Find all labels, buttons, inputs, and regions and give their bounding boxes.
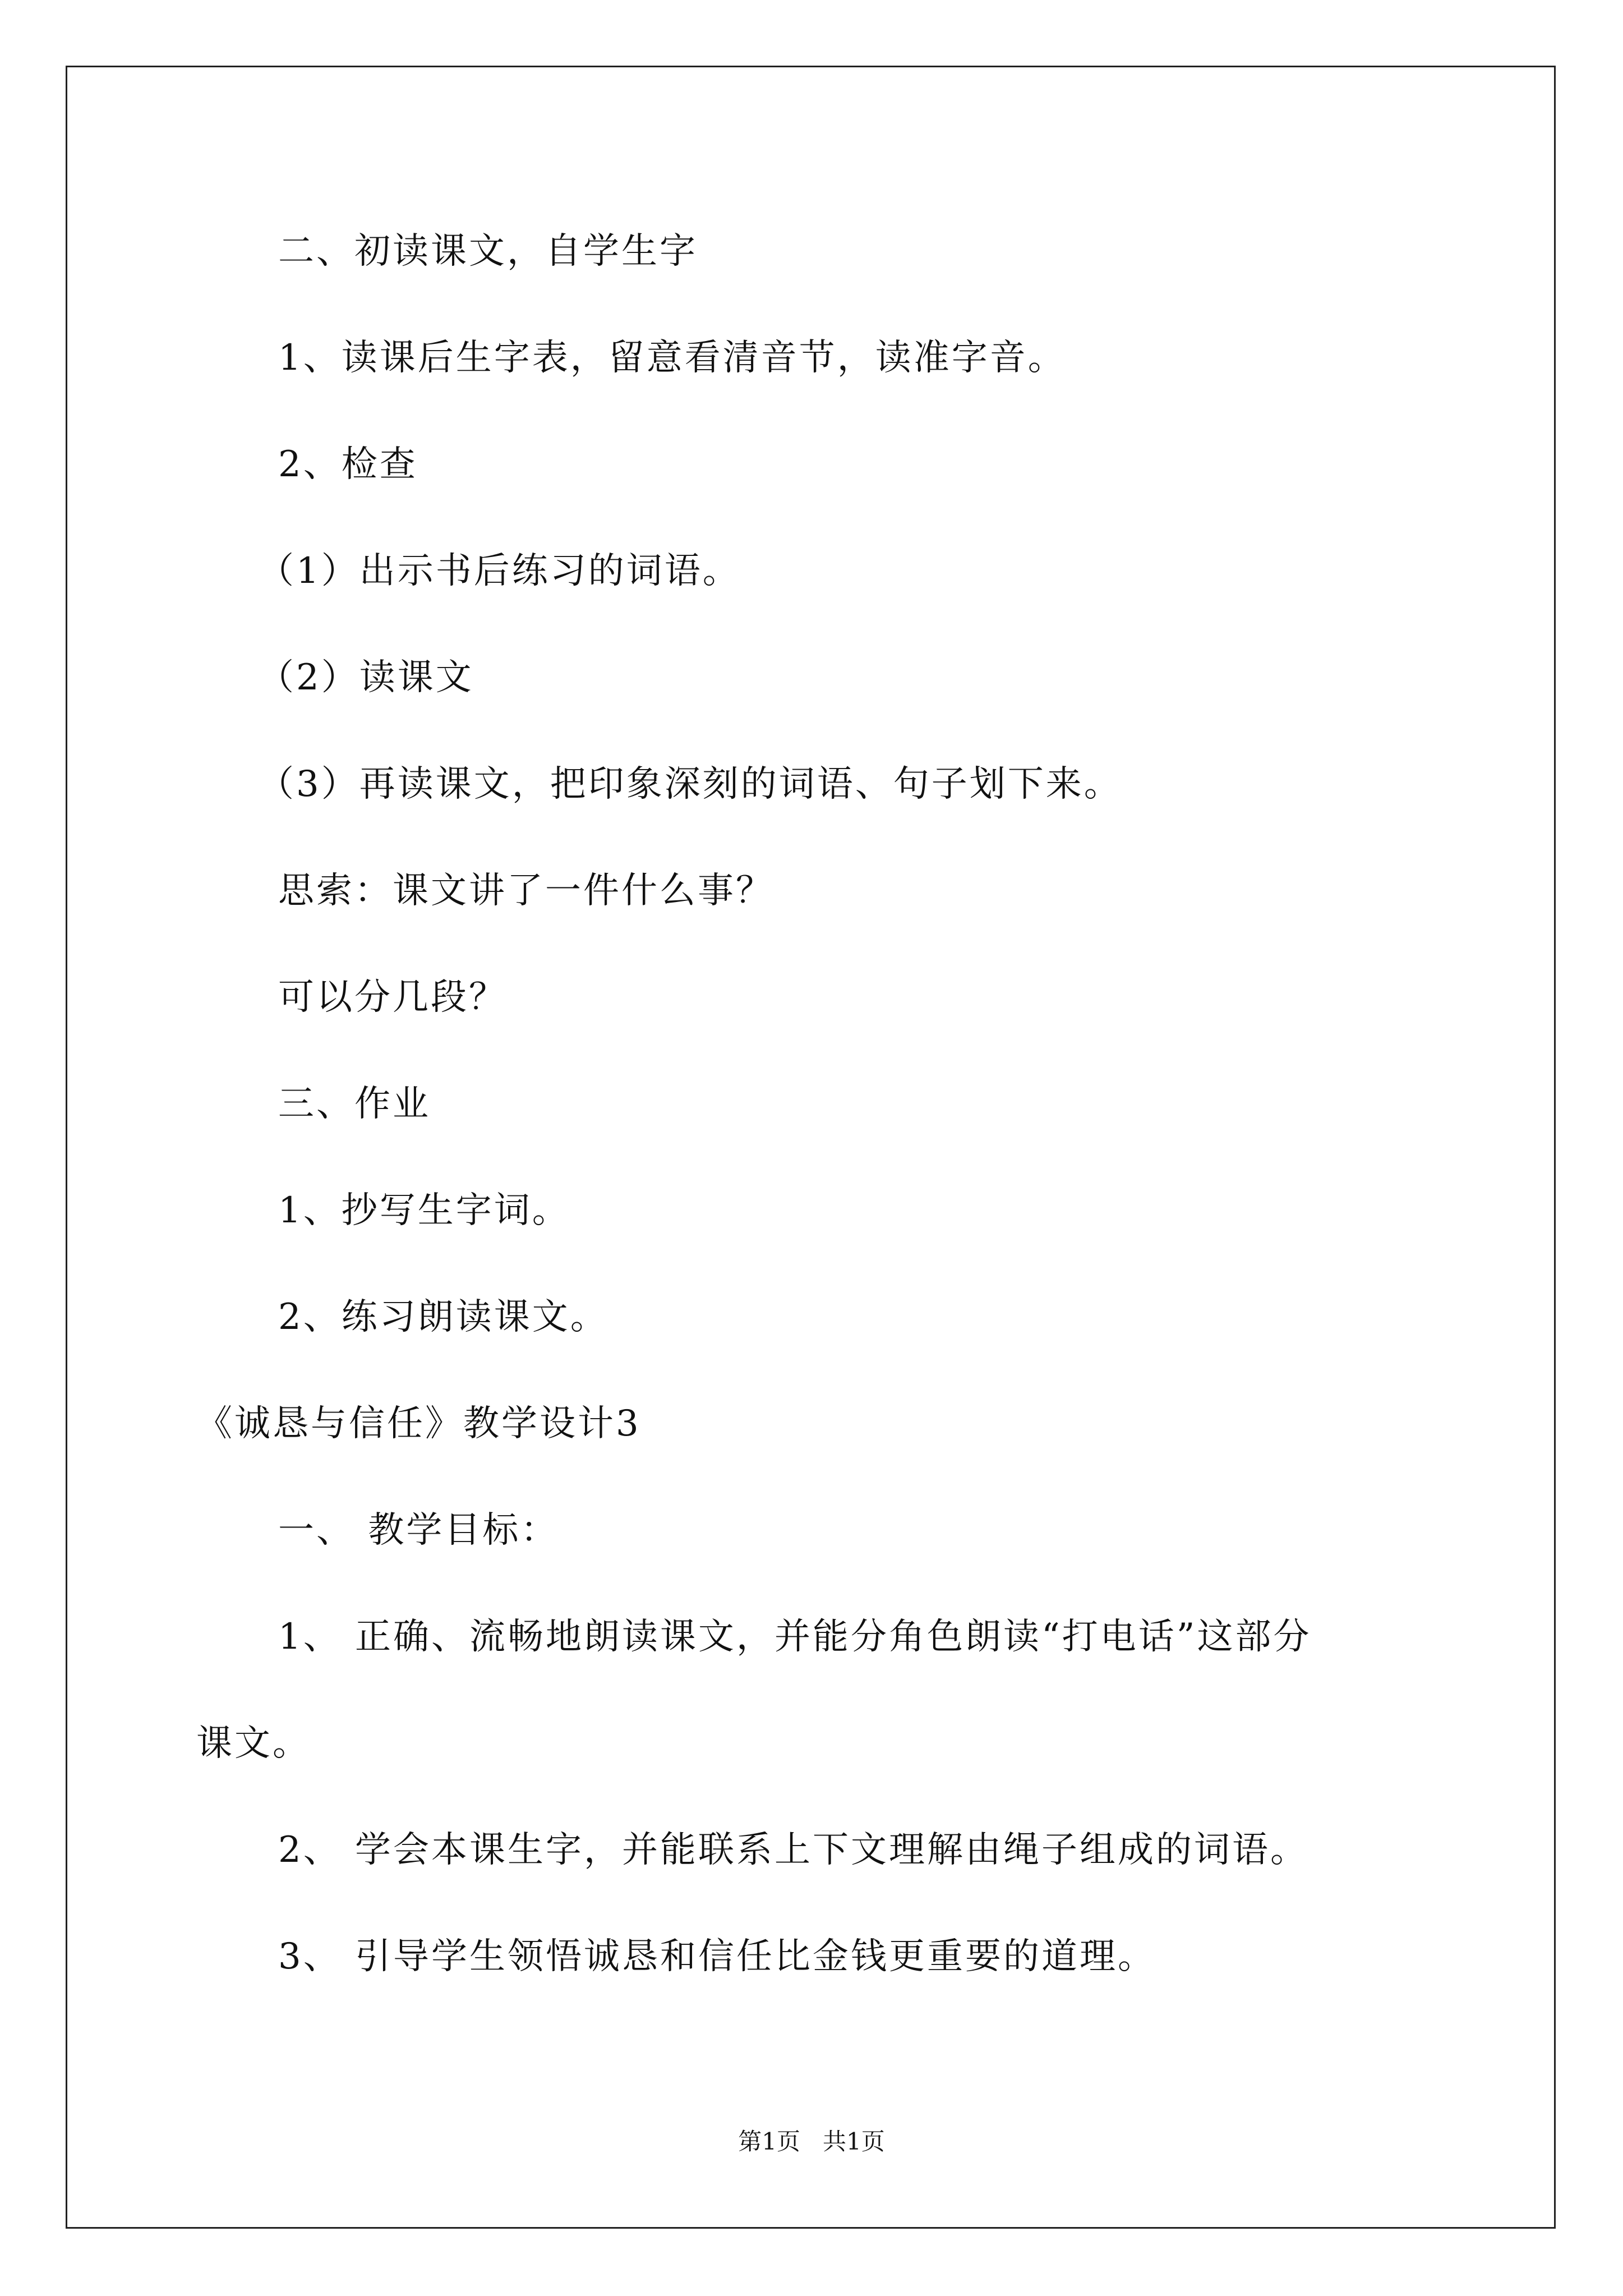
page-border [66, 66, 1556, 2229]
body-line-continuation: 课文。 [196, 1723, 311, 1764]
page-footer: 第1页 共1页 [738, 2128, 885, 2155]
document-title: 《诚恳与信任》教学设计3 [196, 1403, 641, 1444]
body-line: 2、 学会本课生字，并能联系上下文理解由绳子组成的词语。 [278, 1829, 1309, 1871]
body-line: （2）读课文 [258, 657, 474, 698]
body-line: 可以分几段？ [278, 977, 507, 1018]
body-line: 3、 引导学生领悟诚恳和信任比金钱更重要的道理。 [278, 1936, 1156, 1977]
body-line: 思索：课文讲了一件什么事？ [278, 870, 774, 912]
body-line: 2、练习朗读课文。 [278, 1296, 608, 1338]
body-line: 2、检查 [278, 444, 418, 485]
body-line: 1、读课后生字表，留意看清音节，读准字音。 [278, 337, 1066, 379]
body-line: 1、抄写生字词。 [278, 1190, 570, 1231]
body-line: （3）再读课文，把印象深刻的词语、句子划下来。 [258, 763, 1122, 805]
body-line: （1）出示书后练习的词语。 [258, 550, 741, 592]
section-heading-objectives: 一、 教学目标： [278, 1510, 559, 1551]
section-heading-first-reading: 二、初读课文，自学生字 [278, 231, 698, 272]
body-line: 1、 正确、流畅地朗读课文，并能分角色朗读“打电话”这部分 [278, 1616, 1312, 1658]
section-heading-homework: 三、作业 [278, 1083, 431, 1125]
